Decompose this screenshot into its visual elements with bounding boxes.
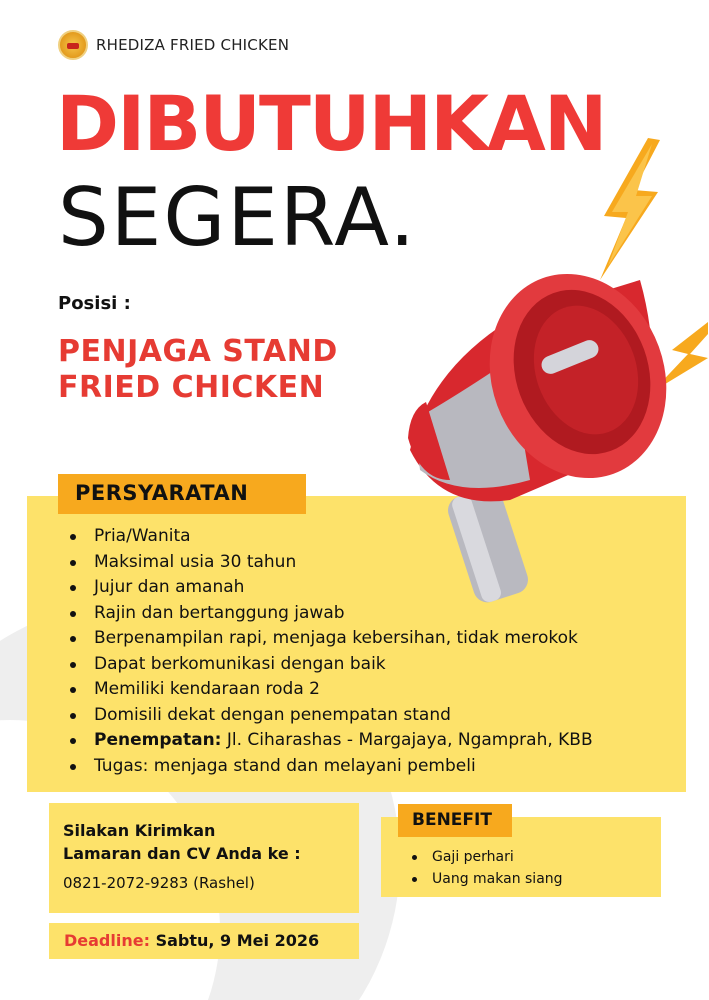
deadline-label: Deadline: (64, 931, 150, 950)
contact-phone: 0821-2072-9283 (Rashel) (63, 874, 255, 892)
position-title (58, 334, 338, 406)
requirements-list (68, 524, 668, 779)
list-item: Rajin dan bertanggung jawab (68, 601, 668, 627)
position-title-line2: FRIED CHICKEN (58, 370, 325, 405)
contact-heading-line2: Lamaran dan CV Anda ke : (63, 844, 301, 863)
list-item: Berpenampilan rapi, menjaga kebersihan, tidak merokok (68, 626, 668, 652)
placement-value: Jl. Ciharashas - Margajaya, Ngamprah, KBB (221, 730, 593, 750)
contact-heading-line1: Silakan Kirimkan (63, 821, 216, 840)
headline-secondary: SEGERA. (58, 171, 417, 264)
position-title-line1: PENJAGA STAND (58, 334, 338, 369)
brand-name: RHEDIZA FRIED CHICKEN (96, 36, 290, 54)
benefit-heading: BENEFIT (398, 804, 512, 837)
deadline-panel (49, 923, 359, 959)
benefit-list (410, 846, 563, 890)
list-item-placement (68, 728, 668, 754)
deadline-value: Sabtu, 9 Mei 2026 (150, 931, 320, 950)
list-item: Dapat berkomunikasi dengan baik (68, 652, 668, 678)
requirements-heading: PERSYARATAN (58, 474, 306, 514)
list-item: Maksimal usia 30 tahun (68, 550, 668, 576)
list-item: Domisili dekat dengan penempatan stand (68, 703, 668, 729)
list-item: Jujur dan amanah (68, 575, 668, 601)
list-item: Memiliki kendaraan roda 2 (68, 677, 668, 703)
lightning-icon (600, 138, 660, 280)
headline-primary: DIBUTUHKAN (56, 79, 606, 168)
list-item: Uang makan siang (410, 868, 563, 890)
list-item: Gaji perhari (410, 846, 563, 868)
placement-label: Penempatan: (94, 730, 222, 750)
contact-panel (49, 803, 359, 913)
brand-logo-icon (58, 30, 88, 60)
list-item: Pria/Wanita (68, 524, 668, 550)
position-label: Posisi : (58, 293, 131, 314)
brand-header (58, 30, 289, 60)
list-item-task: Tugas: menjaga stand dan melayani pembeli (68, 754, 668, 780)
